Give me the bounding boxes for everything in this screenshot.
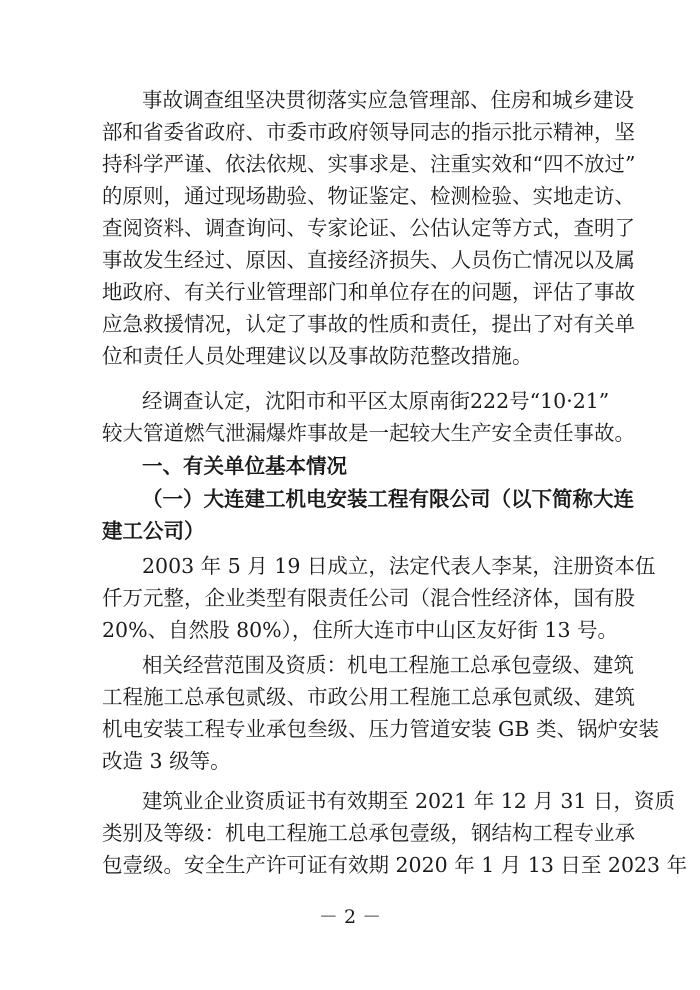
paragraph-line: 改造 3 级等。 [102,749,231,773]
paragraph-line: 机电安装工程专业承包叁级、压力管道安装 GB 类、锅炉安装 [102,717,659,741]
paragraph-line: 类别及等级：机电工程施工总承包壹级，钢结构工程专业承 [102,821,635,845]
paragraph-line: 查阅资料、调查询问、专家论证、公估认定等方式，查明了 [102,216,635,240]
paragraph-line: 较大管道燃气泄漏爆炸事故是一起较大生产安全责任事故。 [102,421,635,445]
paragraph-line: 的原则，通过现场勘验、物证鉴定、检测检验、实地走访、 [102,184,635,208]
section-heading: 一、有关单位基本情况 [142,454,347,478]
paragraph-line: 事故调查组坚决贯彻落实应急管理部、住房和城乡建设 [142,88,634,112]
paragraph-line: 应急救援情况，认定了事故的性质和责任，提出了对有关单 [102,312,635,336]
paragraph-line: 20%、自然股 80%），住所大连市中山区友好街 13 号。 [102,618,619,642]
paragraph-line: 包壹级。安全生产许可证有效期 2020 年 1 月 13 日至 2023 年 [102,853,688,877]
paragraph-line: 2003 年 5 月 19 日成立，法定代表人李某，注册资本伍 [142,554,656,578]
paragraph-line: 经调查认定，沈阳市和平区太原南街222号“10·21” [142,389,610,413]
page-number: － 2 － [318,906,382,928]
paragraph-line: 部和省委省政府、市委市政府领导同志的指示批示精神，坚 [102,120,635,144]
paragraph-line: 地政府、有关行业管理部门和单位存在的问题，评估了事故 [102,280,635,304]
paragraph-line: 持科学严谨、依法依规、实事求是、注重实效和“四不放过” [102,152,636,176]
paragraph-line: 仟万元整，企业类型有限责任公司（混合性经济体，国有股 [102,586,635,610]
subsection-heading: 建工公司） [102,519,205,543]
paragraph-line: 相关经营范围及资质：机电工程施工总承包壹级、建筑 [142,653,634,677]
paragraph-line: 位和责任人员处理建议以及事故防范整改措施。 [102,344,533,368]
subsection-heading: （一）大连建工机电安装工程有限公司（以下简称大连 [142,487,634,511]
paragraph-line: 建筑业企业资质证书有效期至 2021 年 12 月 31 日，资质 [142,789,675,813]
paragraph-line: 工程施工总承包贰级、市政公用工程施工总承包贰级、建筑 [102,685,635,709]
paragraph-line: 事故发生经过、原因、直接经济损失、人员伤亡情况以及属 [102,248,635,272]
